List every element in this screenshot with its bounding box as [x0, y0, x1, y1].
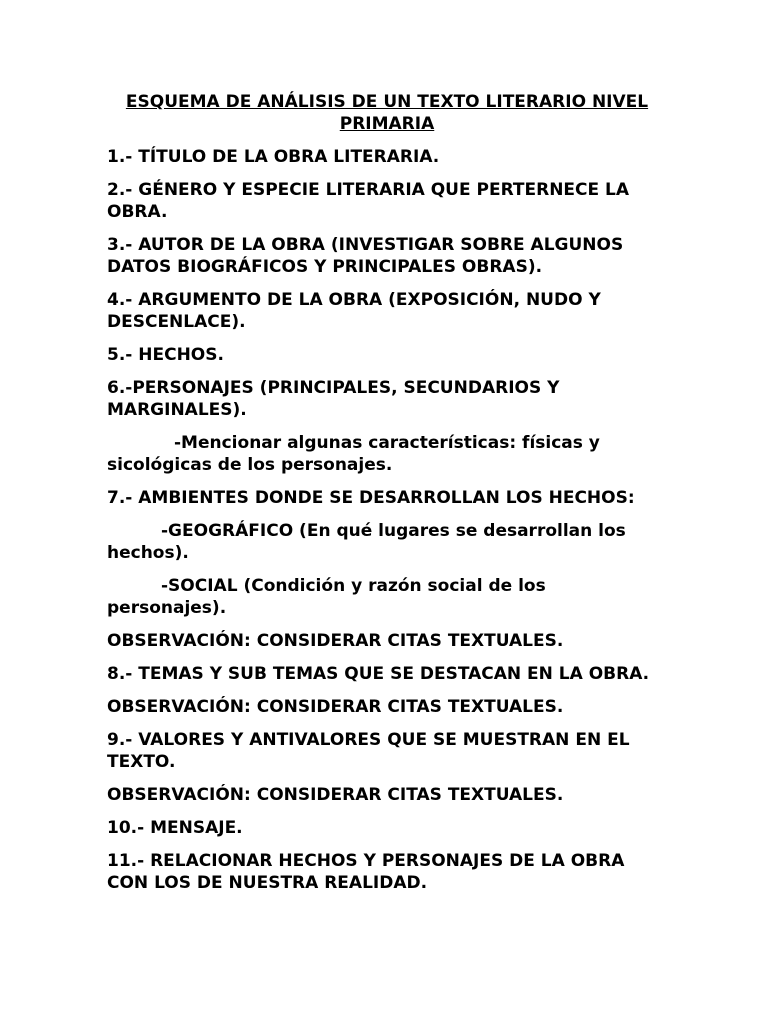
item-11-relacionar: 11.- RELACIONAR HECHOS Y PERSONAJES DE LA OBRA CON LOS DE NUESTRA REALIDAD.	[107, 851, 625, 893]
title-line-2: PRIMARIA	[339, 114, 435, 134]
document-page	[107, 91, 667, 905]
observation-3: OBSERVACIÓN: CONSIDERAR CITAS TEXTUALES.	[107, 785, 564, 805]
item-3-autor: 3.- AUTOR DE LA OBRA (INVESTIGAR SOBRE ALGUNOS DATOS BIOGRÁFICOS Y PRINCIPALES OBRAS).	[107, 235, 624, 277]
item-2-genero: 2.- GÉNERO Y ESPECIE LITERARIA QUE PERTERNECE LA OBRA.	[107, 180, 630, 222]
item-6-subpoint: -Mencionar algunas características: físicas y sicológicas de los personajes.	[107, 433, 600, 475]
item-1-titulo: 1.- TÍTULO DE LA OBRA LITERARIA.	[107, 147, 440, 167]
item-10-mensaje: 10.- MENSAJE.	[107, 818, 243, 838]
item-5-hechos: 5.- HECHOS.	[107, 345, 224, 365]
item-4-argumento: 4.- ARGUMENTO DE LA OBRA (EXPOSICIÓN, NUDO Y DESCENLACE).	[107, 290, 601, 332]
observation-2: OBSERVACIÓN: CONSIDERAR CITAS TEXTUALES.	[107, 697, 564, 717]
item-7-ambientes: 7.- AMBIENTES DONDE SE DESARROLLAN LOS HECHOS:	[107, 488, 635, 508]
document-title	[107, 91, 667, 135]
item-8-temas: 8.- TEMAS Y SUB TEMAS QUE SE DESTACAN EN LA OBRA.	[107, 664, 650, 684]
item-6-personajes: 6.-PERSONAJES (PRINCIPALES, SECUNDARIOS Y MARGINALES).	[107, 378, 560, 420]
item-7-geografico: -GEOGRÁFICO (En qué lugares se desarrollan los hechos).	[107, 521, 626, 563]
item-7-social: -SOCIAL (Condición y razón social de los personajes).	[107, 576, 546, 618]
item-9-valores: 9.- VALORES Y ANTIVALORES QUE SE MUESTRAN EN EL TEXTO.	[107, 730, 630, 772]
observation-1: OBSERVACIÓN: CONSIDERAR CITAS TEXTUALES.	[107, 631, 564, 651]
title-line-1: ESQUEMA DE ANÁLISIS DE UN TEXTO LITERARIO NIVEL	[125, 92, 649, 112]
